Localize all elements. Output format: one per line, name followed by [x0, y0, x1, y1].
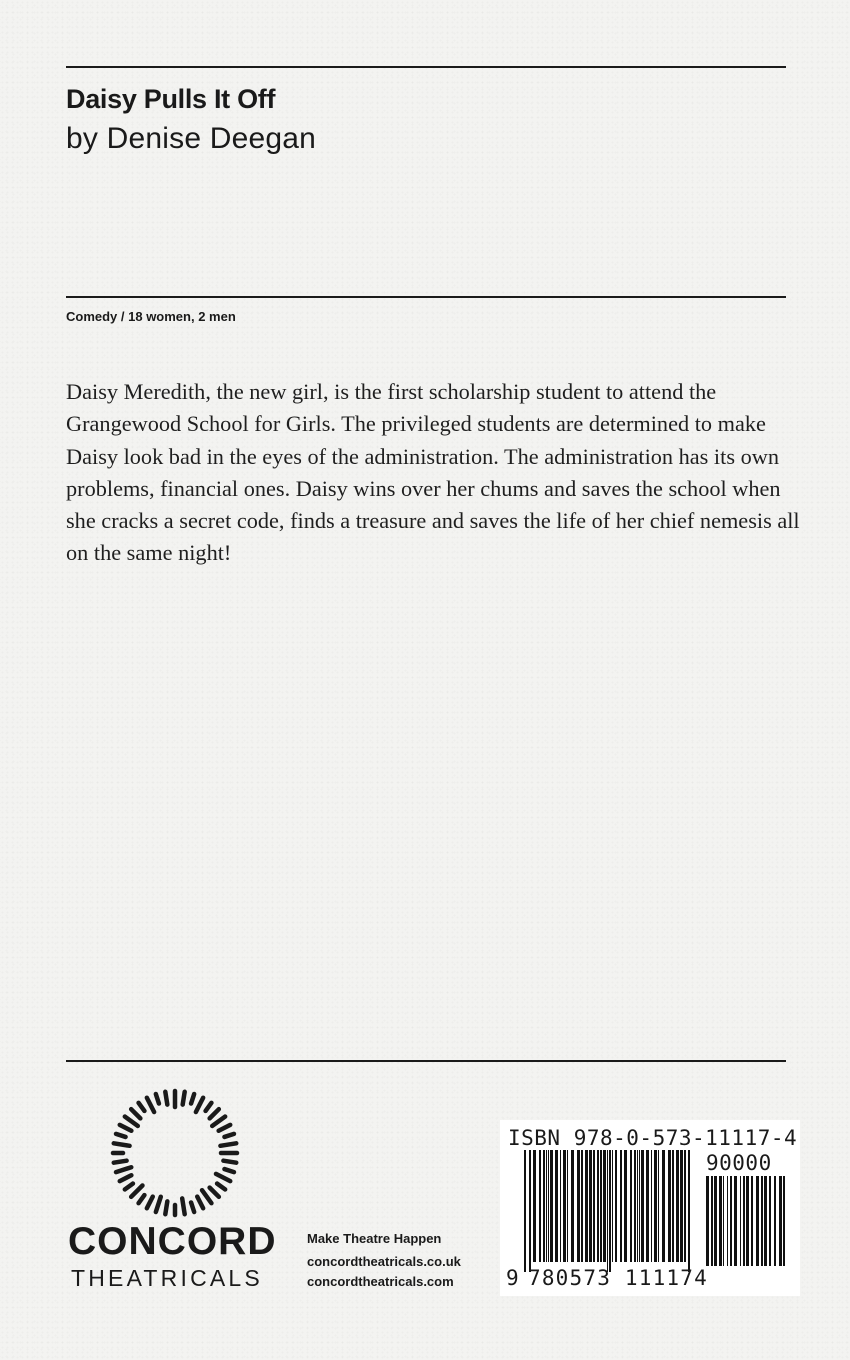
publisher-name: CONCORD [68, 1220, 277, 1263]
circular-ring-logo-icon [110, 1088, 240, 1218]
price-code: 90000 [706, 1151, 772, 1175]
publisher-subname: THEATRICALS [71, 1265, 263, 1291]
isbn-number: ISBN 978-0-573-11117-4 [508, 1126, 798, 1150]
ean-first-digit: 9 [506, 1266, 519, 1290]
isbn-barcode [500, 1120, 800, 1296]
top-rule [66, 66, 786, 68]
website-uk-link[interactable]: concordtheatricals.co.uk [307, 1254, 461, 1269]
ean-barcode-bars [524, 1150, 696, 1272]
middle-rule [66, 296, 786, 298]
bottom-rule [66, 1060, 786, 1062]
website-com-link[interactable]: concordtheatricals.com [307, 1274, 454, 1289]
book-blurb: Daisy Meredith, the new girl, is the first scholarship student to attend the Grangewood School for Girls. The privileged students are determined to make Daisy look bad in the eyes of the administration. The administration has its own problems, financial ones. Daisy wins over her chums and saves the school when she cracks a secret code, finds a treasure and saves the life of her chief nemesis all on the same night! [66, 379, 800, 566]
genre-cast-line: Comedy / 18 women, 2 men [66, 309, 236, 324]
publisher-tagline: Make Theatre Happen [307, 1231, 442, 1246]
book-author: by Denise Deegan [66, 122, 317, 155]
ean-digits: 780573 111174 [528, 1266, 708, 1290]
book-title: Daisy Pulls It Off [66, 84, 276, 114]
addon-barcode-bars [706, 1176, 792, 1268]
